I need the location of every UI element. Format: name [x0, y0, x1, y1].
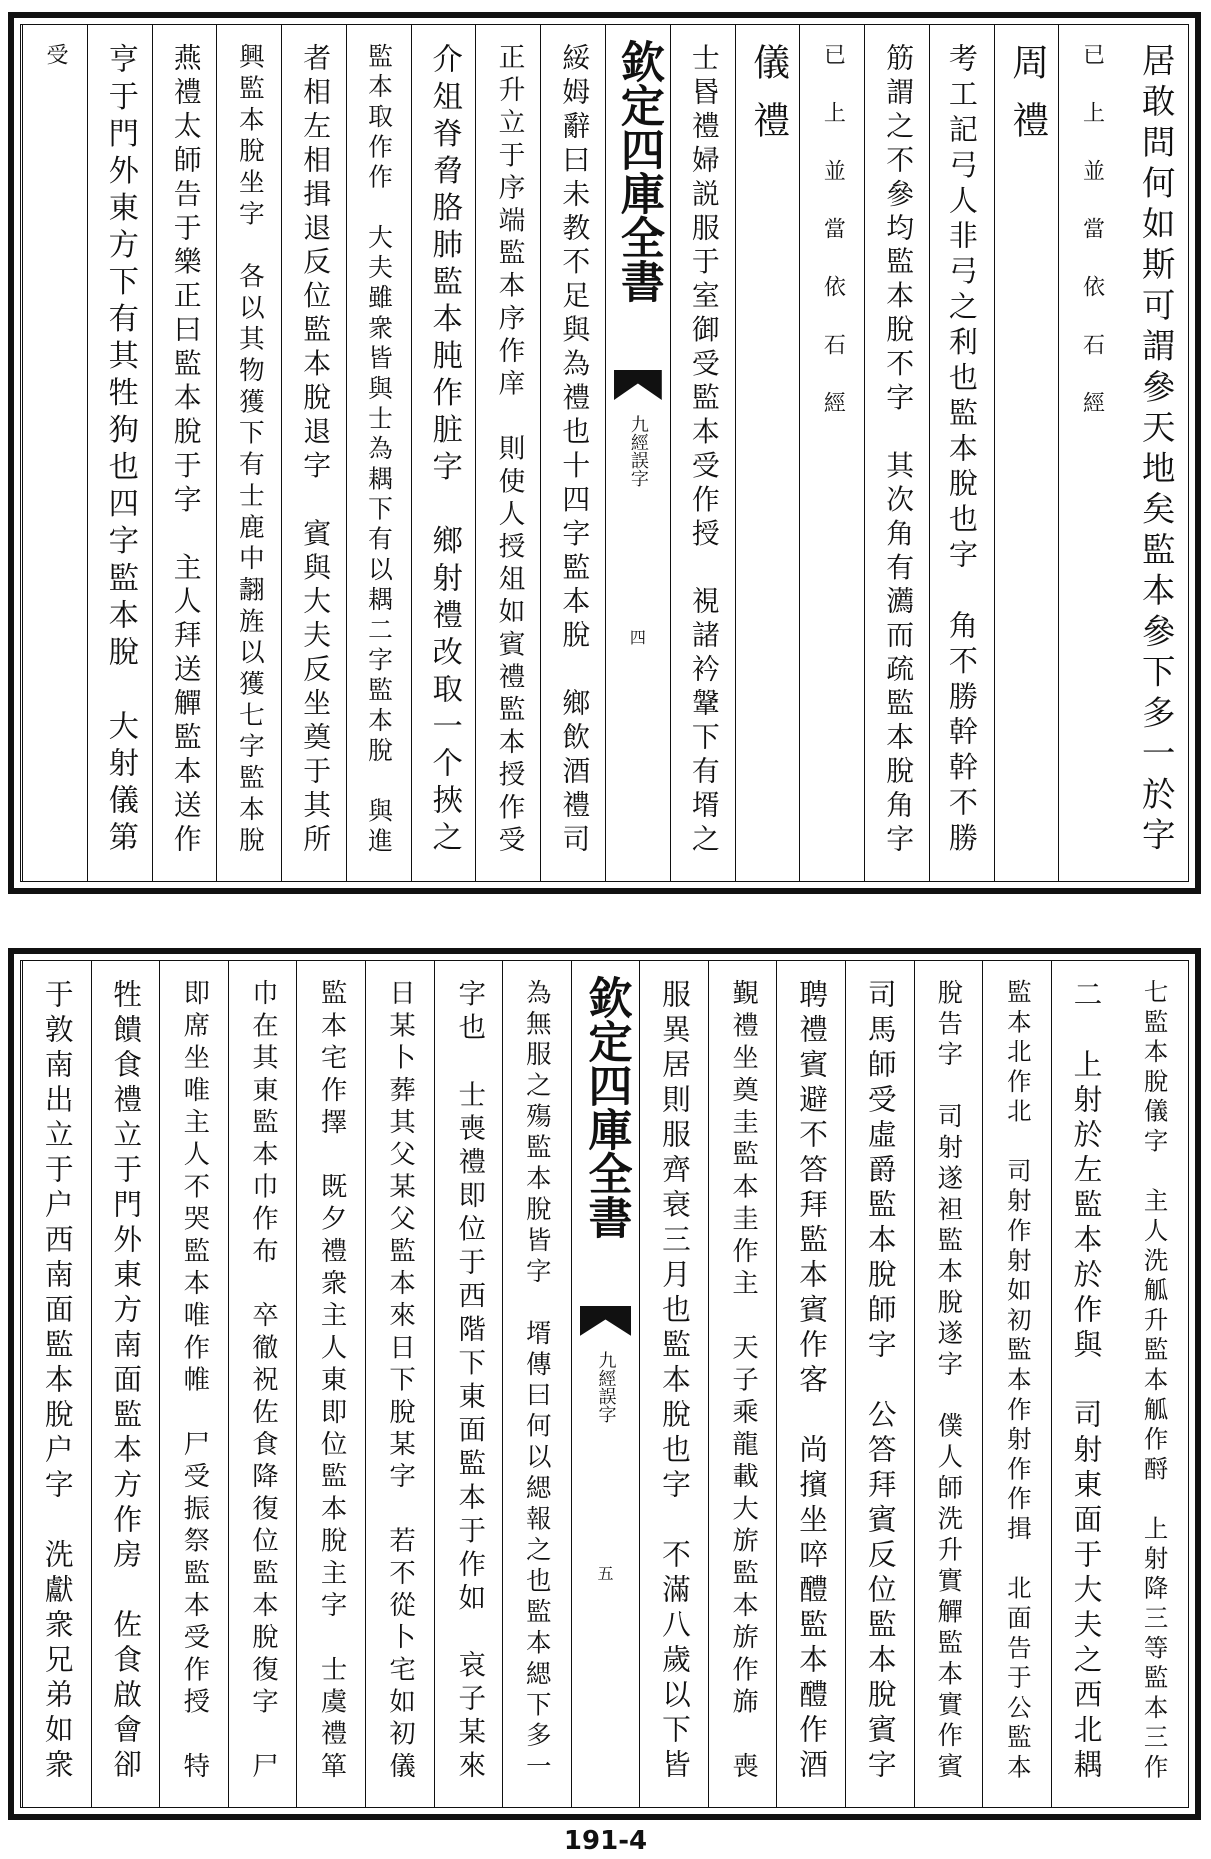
column-text: 司馬師受虛爵監本脫師字 公答拜賓反位監本脫賓字 [863, 979, 898, 1784]
column-text: 七監本脫儀字 主人洗觚升監本觚作酹 上射降三等監本三作 [1139, 979, 1169, 1784]
book-title: 欽定四庫全書 [580, 975, 632, 1239]
column-text: 覲禮坐奠圭監本圭作主 天子乘龍載大旂監本旂作旆 喪 [727, 979, 759, 1784]
column-text: 居敢問何如斯可謂參天地矣監本參下多一於字 [1136, 43, 1176, 858]
top_page-text-column [1123, 25, 1188, 881]
top_page-text-column [864, 25, 929, 881]
bottom_page-text-column [159, 961, 228, 1807]
bottom_page-text-column [502, 961, 571, 1807]
top_page-text-column [799, 25, 864, 881]
column-text: 日某卜葬其父某父監本來日下脫某字 若不從卜宅如初儀 [384, 979, 416, 1784]
bottom_page-center-column [571, 961, 640, 1807]
top_page-text-column [216, 25, 281, 881]
column-text: 于敦南出立于户西南面監本脫户字 洗獻衆兄弟如衆 [40, 979, 75, 1784]
column-text: 為無服之殤監本脫皆字 壻傳曰何以緦報之也監本緦下多一 [522, 979, 553, 1784]
column-text: 已上並當依石經 [1079, 43, 1105, 449]
column-text: 考工記弓人非弓之利也監本脫也字 角不勝幹幹不勝 [944, 43, 979, 858]
fishtail-mark-icon [614, 370, 662, 400]
column-text: 綏姆辭曰未教不足與為禮也十四字監本脫 鄉飲酒禮司 [557, 43, 591, 858]
bottom_page-text-column [845, 961, 914, 1807]
bottom_page-text-column [708, 961, 777, 1807]
top_page-text-column [475, 25, 540, 881]
leaf-number: 五 [597, 1564, 614, 1583]
bottom_page-text-column [22, 961, 91, 1807]
top_page-text-column [735, 25, 800, 881]
top_page-center-column [605, 25, 670, 881]
bottom_page-text-column [1119, 961, 1188, 1807]
bottom-page-frame [20, 960, 1189, 1808]
column-text: 脫告字 司射遂袒監本脫遂字 僕人師洗升實觶監本實作賓 [934, 979, 965, 1784]
bottom_page-text-column [296, 961, 365, 1807]
column-text: 牲饋食禮立于門外東方南面監本方作房 佐食啟會卻 [109, 979, 144, 1784]
column-text: 興監本脫坐字 各以其物獲下有士鹿中翿旌以獲七字監本脫 [234, 43, 265, 858]
bottom_page-text-column [914, 961, 983, 1807]
top_page-text-column [411, 25, 476, 881]
bottom_page-text-column [91, 961, 160, 1807]
top_page-text-column [281, 25, 346, 881]
top-page-frame [20, 24, 1189, 882]
fishtail-mark-icon [580, 1306, 632, 1336]
top_page-text-column [670, 25, 735, 881]
column-text: 燕禮太師告于樂正曰監本脫于字 主人拜送觶監本送作 [168, 43, 202, 858]
column-text: 巾在其東監本巾作布 卒徹祝佐食降復位監本脫復字 尸 [247, 979, 279, 1784]
column-text: 者相左相揖退反位監本脫退字 賓與大夫反坐奠于其所 [298, 43, 332, 858]
column-text: 儀禮 [746, 43, 790, 159]
top_page-text-column [994, 25, 1059, 881]
top-page [8, 12, 1201, 894]
chapter-title: 九經誤字 [595, 1351, 617, 1423]
bottom_page-text-column [228, 961, 297, 1807]
bottom_page-text-column [365, 961, 434, 1807]
column-text: 筋謂之不參均監本脫不字 其次角有瀳而疏監本脫角字 [881, 43, 915, 858]
bottom_page-text-column [776, 961, 845, 1807]
top_page-text-column [1058, 25, 1123, 881]
bottom-page [8, 948, 1201, 1820]
top_page-text-column [346, 25, 411, 881]
column-text: 服異居則服齊衰三月也監本脫也字 不滿八歲以下皆 [657, 979, 692, 1784]
column-text: 監本取作作 大夫雖衆皆與士為耦下有以耦二字監本脫 與進 [364, 43, 394, 858]
column-text: 聘禮賓避不答拜監本賓作客 尚擯坐啐醴監本醴作酒 [795, 979, 830, 1784]
column-text: 監本北作北 司射作射如初監本作射作作揖 北面告于公監本 [1002, 979, 1032, 1784]
column-text: 亨于門外東方下有其牲狗也四字監本脫 大射儀第 [102, 43, 138, 858]
column-text: 即席坐唯主人不哭監本唯作帷 尸受振祭監本受作授 特 [178, 979, 210, 1784]
column-text: 周禮 [1005, 43, 1049, 159]
column-text: 二 上射於左監本於作與 司射東面于大夫之西北耦 [1069, 979, 1104, 1784]
chapter-title: 九經誤字 [627, 415, 649, 487]
bottom_page-text-column [982, 961, 1051, 1807]
column-text: 受 [43, 43, 69, 101]
column-text: 字也 士喪禮即位于西階下東面監本于作如 哀子某來 [453, 979, 486, 1784]
top_page-text-column [87, 25, 152, 881]
column-text: 正升立于序端監本序作庠 則使人授俎如賓禮監本授作受 [493, 43, 525, 858]
leaf-number: 四 [629, 628, 646, 647]
column-text: 已上並當依石經 [820, 43, 846, 449]
book-title: 欽定四庫全書 [612, 39, 664, 303]
column-text: 士昬禮婦説服于室御受監本受作授 視諸衿鞶下有壻之 [686, 43, 720, 858]
column-text: 介俎脊脅胳肺監本肫作脏字 鄉射禮改取一个挾之 [426, 43, 462, 858]
top_page-text-column [929, 25, 994, 881]
bottom_page-text-column [1051, 961, 1120, 1807]
column-text: 監本宅作擇 既夕禮衆主人東即位監本脫主字 士虞禮箪 [316, 979, 348, 1784]
top_page-text-column [540, 25, 605, 881]
page-footer-number: 191-4 [563, 1826, 648, 1856]
top_page-text-column [22, 25, 87, 881]
bottom_page-text-column [434, 961, 503, 1807]
top_page-text-column [152, 25, 217, 881]
bottom_page-text-column [639, 961, 708, 1807]
